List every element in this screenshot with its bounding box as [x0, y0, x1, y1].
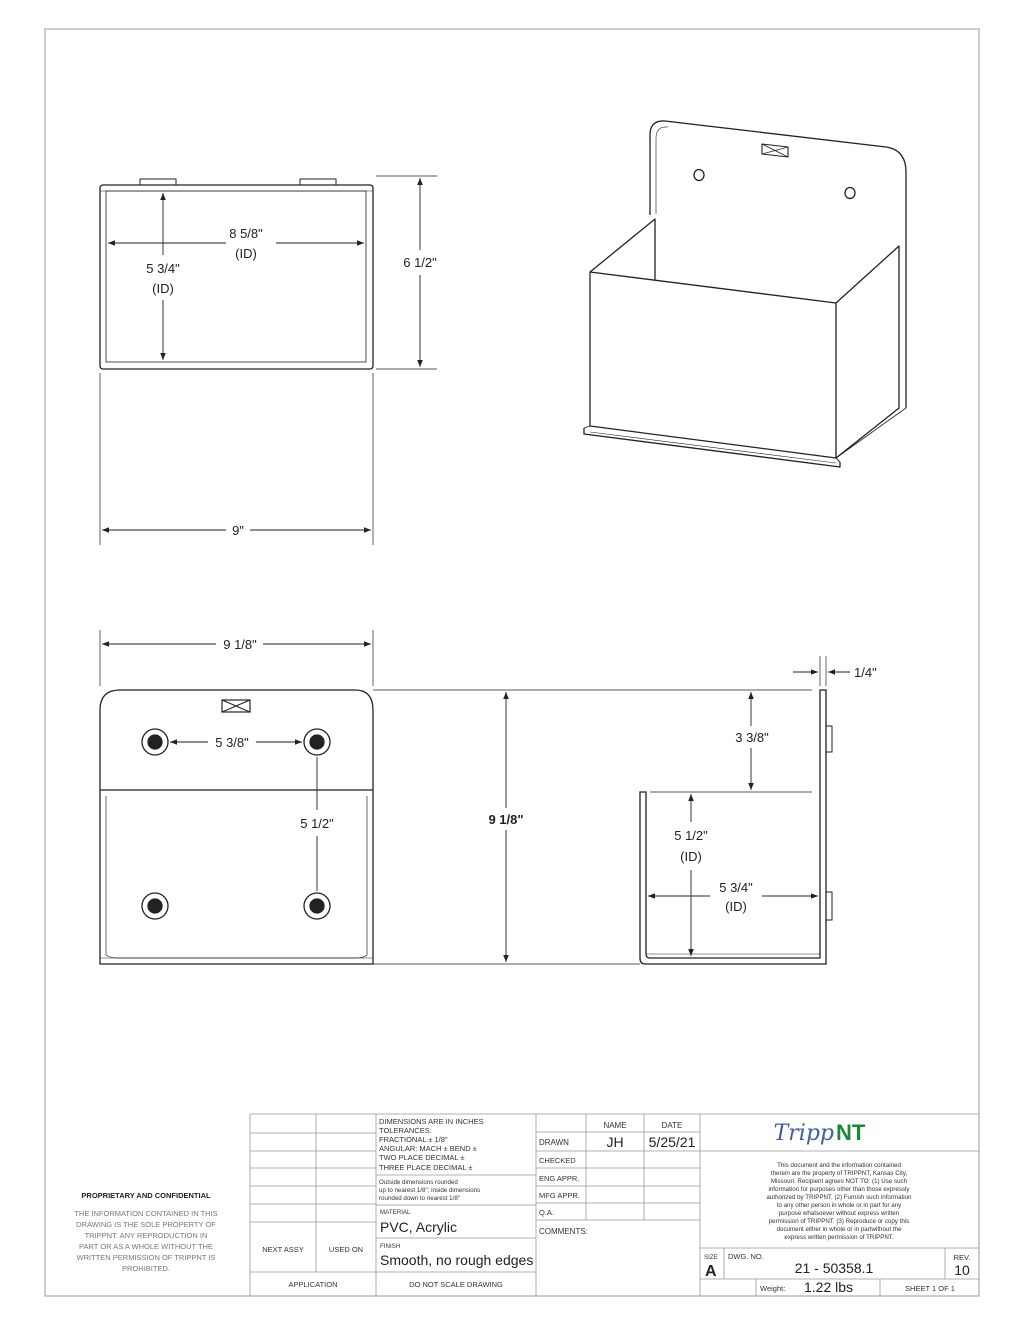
front-view: [100, 176, 437, 545]
dwg-no-label: DWG. NO.: [728, 1252, 764, 1261]
front-outer-height-label: 6 1/2": [403, 255, 437, 270]
do-not-scale-label: DO NOT SCALE DRAWING: [409, 1280, 503, 1289]
proprietary-heading: PROPRIETARY AND CONFIDENTIAL: [81, 1191, 211, 1200]
rev-label: REV.: [953, 1253, 971, 1262]
title-block: [74, 1114, 979, 1296]
back-mount-hole: [304, 729, 330, 755]
iso-mount-hole-right: [845, 188, 855, 199]
material-value: PVC, Acrylic: [380, 1219, 458, 1235]
side-upper-height-label: 3 3/8": [735, 730, 769, 745]
back-overall-height-label: 9 1/8": [488, 812, 524, 827]
side-inner-depth-id-label: (ID): [725, 899, 747, 914]
svg-text:FRACTIONAL ± 1/8": FRACTIONAL ± 1/8": [379, 1135, 448, 1144]
tolerances-note: [379, 1117, 484, 1172]
front-outer-width-label: 9": [232, 523, 244, 538]
proprietary-text: [74, 1209, 217, 1273]
svg-text:information for purposes other: information for purposes other than those expressly: [768, 1186, 910, 1193]
drawn-date: 5/25/21: [648, 1134, 696, 1150]
svg-text:WRITTEN PERMISSION OF TRIPPNT: WRITTEN PERMISSION OF TRIPPNT IS: [76, 1253, 216, 1262]
svg-text:This document and the informat: This document and the information contained: [777, 1162, 901, 1169]
weight-value: 1.22 lbs: [804, 1279, 854, 1295]
svg-text:Outside dimensions rounded: Outside dimensions rounded: [379, 1179, 458, 1186]
name-header: NAME: [603, 1121, 627, 1130]
used-on-label: USED ON: [328, 1245, 364, 1254]
side-thickness-label: 1/4": [854, 665, 877, 680]
svg-text:THE INFORMATION CONTAINED IN T: THE INFORMATION CONTAINED IN THIS: [74, 1209, 218, 1218]
svg-text:Tripp: Tripp: [773, 1121, 834, 1146]
size-value: A: [705, 1263, 717, 1280]
front-inner-depth-label: 5 3/4": [146, 261, 180, 276]
front-view-outline: [100, 185, 373, 369]
svg-text:authorized by TRIPPNT. (2) Fur: authorized by TRIPPNT. (2) Furnish such information: [766, 1194, 912, 1201]
svg-text:therein are the property of TR: therein are the property of TRIPPNT, Kansas City,: [770, 1170, 908, 1177]
rev-value: 10: [954, 1262, 970, 1278]
dwg-no-value: 21 - 50358.1: [794, 1260, 874, 1276]
svg-text:ANGULAR: MACH ± BEND ±: ANGULAR: MACH ± BEND ±: [379, 1144, 477, 1153]
svg-text:TWO PLACE DECIMAL ±: TWO PLACE DECIMAL ±: [379, 1153, 465, 1162]
iso-hanger-slot: [762, 144, 788, 157]
checked-label: CHECKED: [539, 1156, 576, 1165]
front-inner-width-label: 8 5/8": [229, 226, 263, 241]
date-header: DATE: [661, 1121, 683, 1130]
side-inner-height-id-label: (ID): [680, 849, 702, 864]
sheet-number: SHEET 1 OF 1: [905, 1284, 955, 1293]
iso-mount-hole-left: [694, 170, 704, 181]
drawn-label: DRAWN: [539, 1138, 569, 1147]
svg-text:THREE PLACE DECIMAL ±: THREE PLACE DECIMAL ±: [379, 1163, 473, 1172]
finish-label: FINISH: [380, 1243, 401, 1250]
svg-text:DRAWING IS THE SOLE PROPERTY O: DRAWING IS THE SOLE PROPERTY OF: [76, 1220, 216, 1229]
back-mount-hole: [142, 893, 168, 919]
finish-value: Smooth, no rough edges: [380, 1252, 534, 1268]
material-label: MATERIAL: [380, 1209, 411, 1216]
side-view: [640, 656, 850, 964]
svg-text:PART OR AS A WHOLE WITHOUT THE: PART OR AS A WHOLE WITHOUT THE: [79, 1242, 213, 1251]
application-label: APPLICATION: [288, 1280, 338, 1289]
side-back-plate: [640, 690, 826, 964]
front-inner-width-id-label: (ID): [235, 246, 257, 261]
back-view: [100, 630, 812, 964]
back-overall-width-label: 9 1/8": [223, 637, 257, 652]
svg-text:permission of TRIPPNT. (3) Rep: permission of TRIPPNT. (3) Reproduce or copy this: [768, 1218, 910, 1225]
svg-text:document either in whole or in: document either in whole or in partwithout the: [776, 1226, 902, 1233]
size-label: SIZE: [704, 1254, 718, 1261]
svg-text:TOLERANCES:: TOLERANCES:: [379, 1126, 432, 1135]
back-hole-spacing-v-label: 5 1/2": [300, 816, 334, 831]
qa-label: Q.A.: [539, 1208, 555, 1217]
back-hanger-slot: [222, 700, 250, 712]
svg-text:express written permission of: express written permission of TRIPPNT.: [784, 1234, 894, 1241]
svg-text:TRIPPNT. ANY REPRODUCTION IN: TRIPPNT. ANY REPRODUCTION IN: [84, 1231, 208, 1240]
svg-text:PROHIBITED.: PROHIBITED.: [122, 1264, 170, 1273]
front-inner-depth-id-label: (ID): [152, 281, 174, 296]
svg-text:up to nearest 1/8"; inside dim: up to nearest 1/8"; inside dimensions: [379, 1187, 481, 1194]
drawn-name: JH: [606, 1134, 624, 1150]
weight-label: Weight:: [760, 1284, 786, 1293]
comments-label: COMMENTS:: [539, 1227, 588, 1236]
eng-appr-label: ENG APPR.: [539, 1174, 580, 1183]
sheet-border: [45, 29, 979, 1296]
ownership-notice: [766, 1162, 912, 1241]
back-mount-hole: [142, 729, 168, 755]
rounding-note: [379, 1179, 480, 1202]
mfg-appr-label: MFG APPR.: [539, 1191, 580, 1200]
back-mount-hole: [304, 893, 330, 919]
svg-text:Missouri. Recipient agrees NOT: Missouri. Recipient agrees NOT TO: (1) Use such: [770, 1178, 908, 1185]
svg-text:DIMENSIONS ARE IN INCHES: DIMENSIONS ARE IN INCHES: [379, 1117, 484, 1126]
side-inner-height-label: 5 1/2": [674, 828, 708, 843]
iso-back-plate: [650, 121, 906, 408]
svg-text:NT: NT: [836, 1120, 866, 1145]
isometric-view: [584, 121, 906, 467]
side-inner-depth-label: 5 3/4": [719, 880, 753, 895]
svg-text:rounded down to nearest 1/8": rounded down to nearest 1/8": [379, 1195, 460, 1202]
iso-front-panel: [590, 272, 836, 458]
svg-text:purpose whatsoever without exp: purpose whatsoever without express written: [778, 1210, 900, 1217]
svg-text:to any other person in whole o: to any other person in whole or in part for any: [776, 1202, 902, 1209]
trippnt-logo: [774, 1120, 866, 1146]
next-assy-label: NEXT ASSY: [262, 1245, 304, 1254]
back-hole-spacing-h-label: 5 3/8": [215, 735, 249, 750]
